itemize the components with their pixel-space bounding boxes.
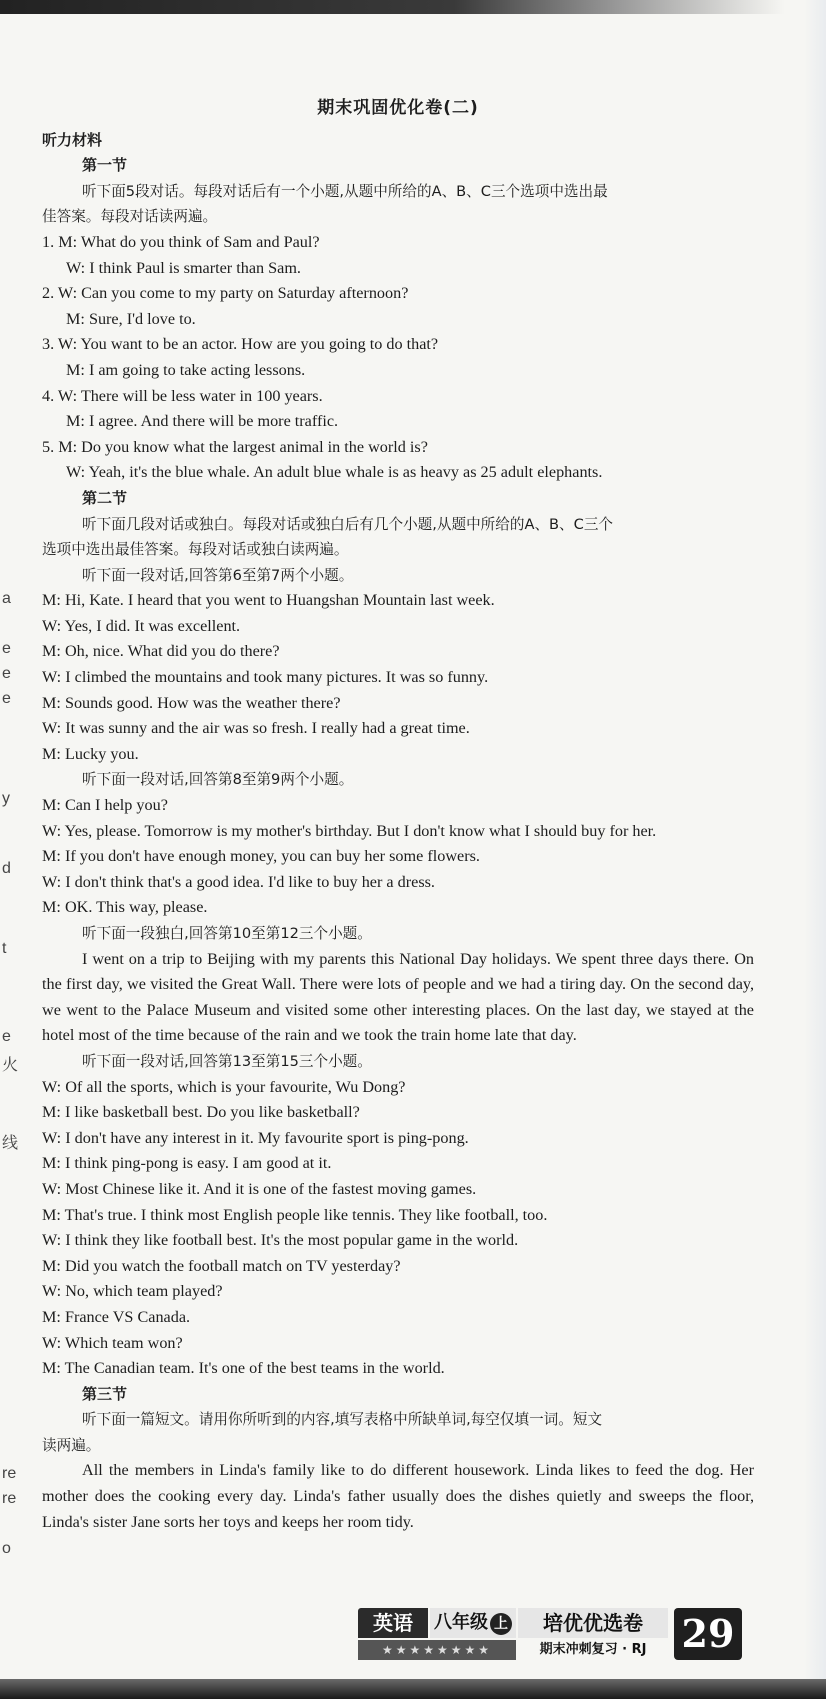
dialog-line: M: Oh, nice. What did you do there? [42, 642, 280, 661]
dialog-line: W: I think Paul is smarter than Sam. [66, 258, 301, 277]
series-subtitle: 期末冲刺复习 · RJ [539, 1642, 647, 1657]
margin-char: a [2, 590, 11, 607]
series-title: 培优优选卷 [518, 1608, 668, 1638]
dialog-line: W: I don't have any interest in it. My favourite sport is ping-pong. [42, 1128, 469, 1147]
dialog-line: 4. W: There will be less water in 100 years. [42, 386, 323, 405]
question-prompt: 听下面一段对话,回答第13至第15三个小题。 [82, 1052, 372, 1070]
dialog-line: W: Of all the sports, which is your favourite, Wu Dong? [42, 1077, 406, 1096]
instruction-text: 佳答案。每段对话读两遍。 [42, 208, 218, 226]
dialog-line: 3. W: You want to be an actor. How are you going to do that? [42, 335, 439, 354]
question-prompt: 听下面一段对话,回答第6至第7两个小题。 [82, 566, 354, 584]
margin-char: y [2, 790, 10, 807]
question-prompt: 听下面一段独白,回答第10至第12三个小题。 [82, 925, 372, 942]
dialog-line: W: I climbed the mountains and took many pictures. It was so funny. [42, 668, 489, 687]
dialog-line: M: Sure, I'd love to. [66, 309, 196, 328]
instruction-text: 听下面一篇短文。请用你所听到的内容,填写表格中所缺单词,每空仅填一词。短文 [82, 1411, 603, 1429]
margin-char: 线 [2, 1135, 19, 1152]
subject-label: 英语 [358, 1608, 428, 1638]
grade-label [430, 1608, 516, 1638]
dialog-line: W: Yes, I did. It was excellent. [42, 616, 241, 635]
dialog-line: M: If you don't have enough money, you can buy her some flowers. [42, 847, 480, 866]
instruction-text: 听下面5段对话。每段对话后有一个小题,从题中所给的A、B、C三个选项中选出最 [82, 182, 608, 200]
binding-margin-text [0, 100, 20, 1580]
dialog-line: M: France VS Canada. [42, 1307, 191, 1326]
page-title: 期末巩固优化卷(二) [317, 98, 479, 118]
question-prompt: 听下面一段对话,回答第8至第9两个小题。 [82, 771, 354, 789]
stars-strip: ★★★★★★★★ [358, 1640, 516, 1660]
dialog-line: M: Hi, Kate. I heard that you went to Huangshan Mountain last week. [42, 591, 495, 610]
margin-char: e [2, 665, 11, 682]
dialog-line: M: Lucky you. [42, 744, 139, 763]
grade-text: 八年级 [434, 1612, 488, 1633]
section-heading: 听力材料 [42, 130, 103, 149]
part-three-label: 第三节 [82, 1384, 128, 1403]
footer-banner [358, 1608, 748, 1664]
part-one-label: 第一节 [82, 156, 128, 175]
volume-badge: 上 [490, 1613, 512, 1635]
dialog-line: M: I like basketball best. Do you like basketball? [42, 1103, 360, 1122]
margin-char: e [2, 640, 11, 657]
margin-char: o [2, 1540, 11, 1557]
dialog-line: W: Yeah, it's the blue whale. An adult blue whale is as heavy as 25 adult elephants. [66, 463, 603, 482]
dialog-line: M: I think ping-pong is easy. I am good at it. [42, 1154, 332, 1173]
dialog-line: M: OK. This way, please. [42, 898, 208, 917]
instruction-text: 选项中选出最佳答案。每段对话或独白读两遍。 [42, 541, 349, 559]
dialog-line: M: The Canadian team. It's one of the best teams in the world. [42, 1359, 445, 1378]
dialog-line: M: Can I help you? [42, 796, 168, 815]
worksheet-page [42, 96, 754, 1535]
margin-char: t [2, 940, 7, 957]
dialog-line: 1. M: What do you think of Sam and Paul? [42, 232, 320, 251]
dialog-line: M: Sounds good. How was the weather there? [42, 693, 341, 712]
dialog-line: M: I agree. And there will be more traffic. [66, 412, 339, 431]
margin-char: re [2, 1490, 17, 1507]
margin-char: e [2, 690, 11, 707]
scan-right-edge [804, 0, 826, 1699]
scan-bottom-edge [0, 1679, 826, 1699]
passage-paragraph: All the members in Linda's family like to do different housework. Linda likes to feed the dog. Her mother does the cooking every day. Linda's father usually does the dishes quietly and sweeps the floor, Linda's sister Jane sorts her toys and keeps her room tidy. [42, 1461, 754, 1531]
dialog-line: 2. W: Can you come to my party on Saturday afternoon? [42, 284, 409, 303]
margin-char: re [2, 1465, 17, 1482]
margin-char: 火 [2, 1057, 19, 1074]
monologue-paragraph: I went on a trip to Beijing with my parents this National Day holidays. We spent three days there. On the first day, we visited the Great Wall. There were lots of people and we had a tiring day. On the second day, we went to the Palace Museum and visited some other interesting places. On the last day, we stayed at the hotel most of the time because of the rain and we took the train home late that day. [42, 949, 754, 1045]
dialog-line: W: No, which team played? [42, 1282, 223, 1301]
dialog-line: W: Which team won? [42, 1333, 183, 1352]
dialog-line: 5. M: Do you know what the largest animal in the world is? [42, 437, 428, 456]
margin-char: d [2, 860, 11, 877]
dialog-line: W: Yes, please. Tomorrow is my mother's birthday. But I don't know what I should buy for her. [42, 821, 657, 840]
part-two-label: 第二节 [82, 488, 128, 507]
dialog-line: W: I think they like football best. It's the most popular game in the world. [42, 1231, 519, 1250]
dialog-line: W: It was sunny and the air was so fresh. I really had a great time. [42, 719, 470, 738]
page-number: 29 [674, 1608, 742, 1660]
dialog-line: M: Did you watch the football match on TV yesterday? [42, 1256, 401, 1275]
instruction-text: 读两遍。 [42, 1436, 101, 1454]
dialog-line: M: That's true. I think most English people like tennis. They like football, too. [42, 1205, 548, 1224]
instruction-text: 听下面几段对话或独白。每段对话或独白后有几个小题,从题中所给的A、B、C三个 [82, 515, 614, 533]
dialog-line: W: Most Chinese like it. And it is one of the fastest moving games. [42, 1179, 477, 1198]
dialog-line: W: I don't think that's a good idea. I'd like to buy her a dress. [42, 872, 435, 891]
dialog-line: M: I am going to take acting lessons. [66, 360, 306, 379]
scan-top-shadow [0, 0, 826, 14]
margin-char: e [2, 1028, 11, 1045]
